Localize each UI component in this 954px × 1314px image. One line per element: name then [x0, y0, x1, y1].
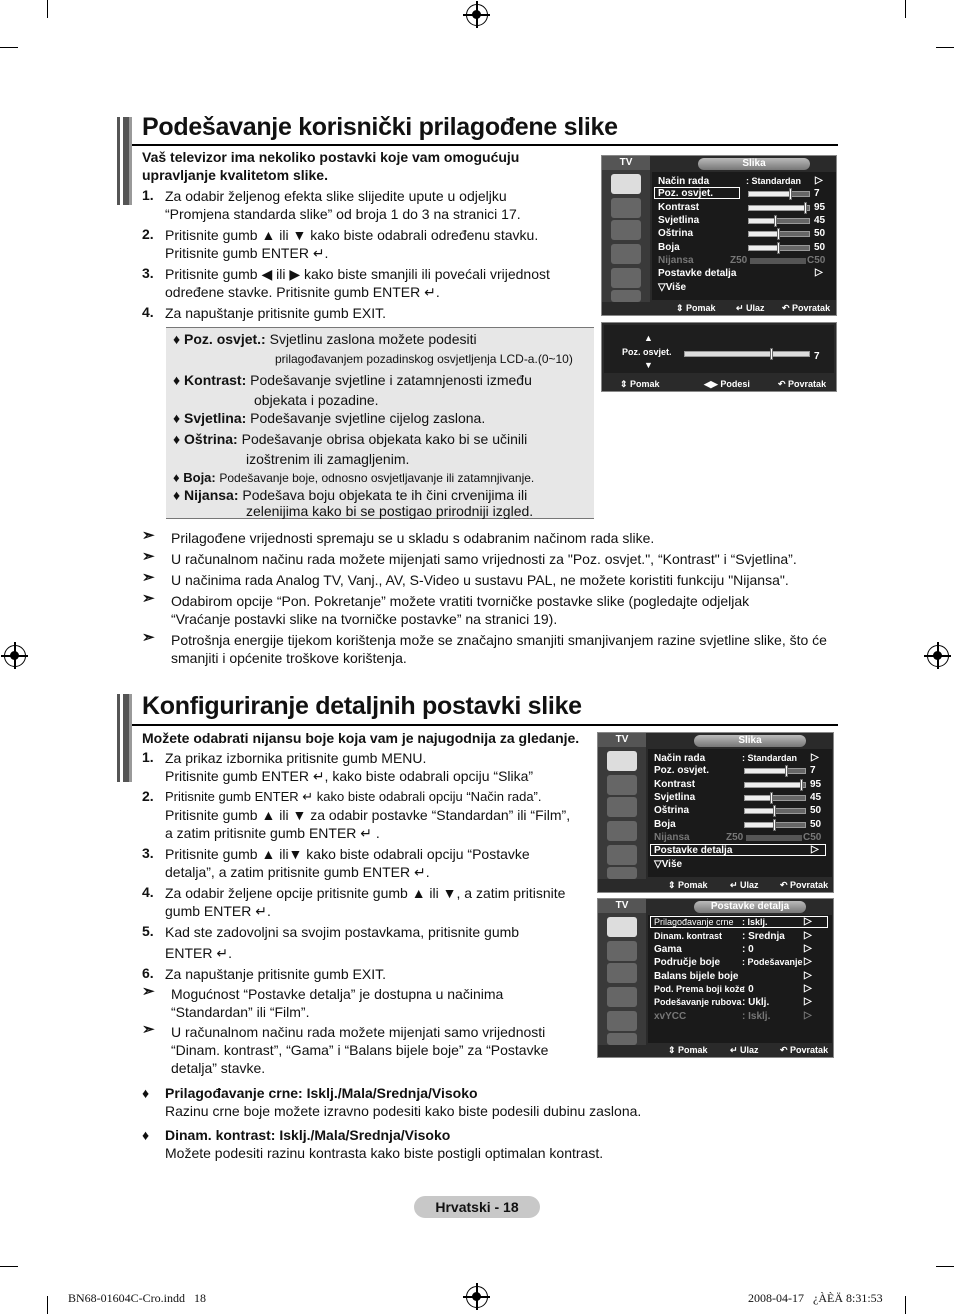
osd-slider-knob	[777, 242, 780, 254]
section2-intro: Možete odabrati nijansu boje koja vam je najugodnija za gledanje.	[142, 730, 580, 746]
osd-foot-back: ↶ Povratak	[780, 1045, 829, 1055]
osd-foot-move: ⇕ Pomak	[620, 379, 660, 389]
osd-detail-row: xvYCC	[654, 1011, 687, 1022]
page-number: Hrvatski - 18	[414, 1196, 540, 1218]
osd-value: 7	[814, 188, 820, 199]
osd-detail-value: : 0	[742, 944, 754, 955]
osd-row-tint: Nijansa	[658, 255, 694, 266]
osd-picture-menu	[601, 155, 837, 316]
file-slug: BN68-01604C-Cro.indd 18	[68, 1291, 206, 1305]
osd-detail-row[interactable]: Podešavanje rubova	[654, 997, 742, 1007]
bullet-icon: ♦	[142, 1127, 150, 1143]
osd-value: 50	[814, 242, 826, 253]
osd-row-arrow: ▷	[804, 916, 812, 927]
sound-icon[interactable]	[607, 775, 637, 795]
note-line: “Standardan” ili “Film”.	[171, 1004, 310, 1020]
step-text: Pritisnite gumb ◀ ili ▶ kako biste smanjili ili povećali vrijednost određene stavke. Pritisnite gumb ENTER ↵.	[165, 266, 550, 300]
note-text: U načinima rada Analog TV, Vanj., AV, S-Video u sustavu PAL, ne možete koristiti funkciju "Nijansa".	[171, 572, 789, 588]
step-line: Pritisnite gumb ENTER ↵ kako biste odabrali opciju “Način rada”.	[165, 789, 542, 804]
note-text: U računalnom načinu rada možete mijenjati samo vrijednosti za "Poz. osvjet.", “Kontrast" i “Svjetlina”.	[171, 551, 797, 567]
osd-header: Postavke detalja	[694, 901, 806, 913]
section1-rule	[132, 144, 838, 146]
osd-row-sharpness[interactable]: Oštrina	[654, 805, 690, 816]
osd-row-brightness[interactable]: Svjetlina	[654, 792, 696, 803]
osd-row-arrow: ▷	[815, 175, 823, 186]
osd-foot-back: ↶ Povratak	[782, 303, 831, 313]
osd-tint-slider	[746, 835, 802, 841]
step-line: Pritisnite gumb ENTER ↵, kako biste odabrali opciju “Slika”	[165, 768, 534, 784]
step-number: 3.	[142, 265, 154, 281]
osd-row-backlight[interactable]: Poz. osvjet.	[658, 188, 714, 199]
osd-icon-column	[598, 747, 646, 879]
registration-mark-icon	[466, 1286, 488, 1308]
osd-slider[interactable]	[744, 822, 806, 828]
osd-slider-knob	[789, 188, 792, 200]
registration-mark-icon	[927, 645, 949, 667]
bullet-head: Prilagođavanje crne: Isklj./Mala/Srednja/Visoko	[165, 1085, 478, 1101]
box-item-cont: prilagođavanjem pozadinskog osvjetljenja LCD-a.(0~10)	[275, 352, 573, 366]
box-item: ♦ Kontrast: Podešavanje svjetline i zatamnjenosti između	[173, 372, 532, 388]
note-line: “Dinam. kontrast”, “Gama” i “Balans bijele boje” za “Postavke	[171, 1042, 549, 1058]
crop-mark	[936, 1266, 954, 1267]
step-number: 6.	[142, 965, 154, 981]
box-item: ♦ Nijansa: Podešava boju objekata te ih čini crvenijima ili	[173, 487, 528, 503]
osd-tint-left: Z50	[726, 832, 744, 843]
osd-slider-knob	[774, 215, 777, 227]
channel-icon[interactable]	[607, 797, 637, 817]
box-item: ♦ Boja: Podešavanje boje, odnosno osvjetljavanje ili zatamnjivanje.	[173, 470, 535, 485]
crop-mark	[0, 47, 18, 48]
osd-slider[interactable]	[748, 245, 810, 251]
osd-row-more[interactable]: ▽Više	[654, 859, 683, 870]
osd-row-backlight[interactable]: Poz. osvjet.	[654, 765, 710, 776]
osd-slider[interactable]	[744, 768, 806, 774]
osd-detail-value: : Isklj.	[742, 1011, 771, 1022]
osd-row-detail[interactable]: Postavke detalja	[658, 268, 737, 279]
osd-value: 7	[810, 765, 816, 776]
osd-row-color[interactable]: Boja	[658, 242, 680, 253]
down-arrow-icon[interactable]: ▼	[644, 360, 653, 370]
up-arrow-icon[interactable]: ▲	[644, 333, 653, 343]
step-text: Pritisnite gumb ▲ ili ▼ kako biste odabrali određenu stavku. Pritisnite gumb ENTER ↵.	[165, 227, 539, 261]
osd-slider-knob	[800, 779, 803, 791]
osd-row-contrast[interactable]: Kontrast	[658, 202, 700, 213]
osd-picture-menu	[597, 732, 834, 893]
osd-foot-enter: ↵ Ulaz	[730, 1045, 759, 1055]
note-text: Prilagođene vrijednosti spremaju se u skladu s odabranim načinom rada slike.	[171, 530, 655, 546]
step-number: 4.	[142, 884, 154, 900]
osd-slider[interactable]	[748, 231, 810, 237]
picture-icon[interactable]	[611, 174, 641, 194]
osd-detail-row[interactable]: Područje boje	[654, 957, 721, 968]
osd-row-mode-value: : Standardan	[746, 176, 802, 186]
osd-detail-row[interactable]: Gama	[654, 944, 682, 955]
osd-row-arrow: ▷	[804, 970, 812, 981]
osd-header: Slika	[694, 735, 806, 747]
osd-detail-row[interactable]: Prilagođavanje crne	[654, 917, 734, 927]
application-icon[interactable]	[611, 290, 641, 302]
channel-icon[interactable]	[611, 220, 641, 240]
setup-icon[interactable]	[607, 821, 637, 841]
osd-detail-value: : Srednja	[742, 931, 785, 942]
osd-label: Poz. osvjet.	[622, 347, 672, 357]
section2-title: Konfiguriranje detaljnih postavki slike	[142, 692, 582, 720]
osd-row-color[interactable]: Boja	[654, 819, 676, 830]
osd-row-mode-value: : Standardan	[742, 753, 798, 763]
note-arrow-icon: ➣	[142, 983, 155, 1000]
osd-value: 50	[814, 228, 826, 239]
note-arrow-icon: ➣	[142, 629, 155, 646]
section1-intro: Vaš televizor ima nekoliko postavki koje vam omogućuju upravljanje kvalitetom slike.	[142, 149, 520, 183]
step-line: ENTER ↵.	[165, 945, 232, 961]
section2-rule	[132, 724, 838, 726]
osd-foot-move: ⇕ Pomak	[676, 303, 716, 313]
step-line: detalja”, a zatim pritisnite gumb ENTER ↵.	[165, 864, 430, 880]
note-arrow-icon: ➣	[142, 569, 155, 586]
osd-detail-value: : Podešavanje	[742, 957, 803, 967]
osd-value: 95	[810, 779, 822, 790]
osd-row-arrow: ▷	[811, 844, 819, 855]
osd-value: 50	[810, 805, 822, 816]
step-number: 1.	[142, 187, 154, 203]
crop-mark	[47, 0, 48, 18]
osd-row-brightness[interactable]: Svjetlina	[658, 215, 700, 226]
osd-row-arrow: ▷	[804, 956, 812, 967]
note-line: Mogućnost “Postavke detalja” je dostupna u načinima	[171, 986, 504, 1002]
osd-slider[interactable]	[744, 782, 806, 788]
osd-slider[interactable]	[744, 795, 806, 801]
osd-slider[interactable]	[748, 191, 810, 197]
note-text: Odabirom opcije “Pon. Pokretanje” možete vratiti tvorničke postavke slike (pogledajte odjeljak “Vraćanje postavki slike na tvorničke postavke” na stranici 19).	[171, 593, 750, 627]
sound-icon[interactable]	[611, 198, 641, 218]
osd-slider-knob	[777, 228, 780, 240]
step-line: Za prikaz izbornika pritisnite gumb MENU.	[165, 750, 427, 766]
picture-icon[interactable]	[607, 751, 637, 771]
input-icon[interactable]	[607, 1011, 637, 1031]
osd-tv-label: TV	[598, 733, 646, 747]
osd-foot-move: ⇕ Pomak	[668, 880, 708, 890]
osd-value: 45	[810, 792, 822, 803]
step-number: 3.	[142, 845, 154, 861]
step-number: 2.	[142, 226, 154, 242]
osd-backlight-slider[interactable]	[684, 351, 810, 357]
osd-row-arrow: ▷	[804, 983, 812, 994]
bullet-body: Možete podesiti razinu kontrasta kako biste postigli optimalan kontrast.	[165, 1145, 604, 1161]
date-slug: 2008-04-17 ¿ÀÈÄ 8:31:53	[748, 1291, 883, 1305]
osd-detail-value: : Isklj.	[742, 917, 768, 927]
note-arrow-icon: ➣	[142, 1021, 155, 1038]
step-line: a zatim pritisnite gumb ENTER ↵ .	[165, 825, 380, 841]
osd-slider-knob	[773, 805, 776, 817]
osd-tv-label: TV	[602, 156, 650, 170]
osd-row-sharpness[interactable]: Oštrina	[658, 228, 694, 239]
step-text: Za odabir željenog efekta slike slijedite upute u odjeljku “Promjena standarda slike” od broja 1 do 3 na stranici 17.	[165, 188, 521, 222]
osd-slider[interactable]	[744, 808, 806, 814]
osd-row-tint: Nijansa	[654, 832, 690, 843]
osd-row-contrast[interactable]: Kontrast	[654, 779, 696, 790]
step-line: Za napuštanje pritisnite gumb EXIT.	[165, 966, 387, 982]
osd-row-arrow: ▷	[804, 930, 812, 941]
osd-row-arrow: ▷	[804, 1010, 812, 1021]
osd-icon-column	[602, 170, 650, 302]
step-text: Za napuštanje pritisnite gumb EXIT.	[165, 305, 387, 321]
crop-mark	[0, 1266, 18, 1267]
crop-mark	[47, 1296, 48, 1314]
section1-title: Podešavanje korisnički prilagođene slike	[142, 113, 618, 141]
note-line: U računalnom načinu rada možete mijenjati samo vrijednosti	[171, 1024, 546, 1040]
section-bar	[117, 117, 129, 205]
osd-value: 95	[814, 202, 826, 213]
sound-icon[interactable]	[607, 941, 637, 961]
osd-detail-row[interactable]: Pod. Prema boji kože	[654, 984, 745, 994]
osd-backlight-adjust	[601, 322, 837, 392]
input-icon[interactable]	[611, 268, 641, 288]
osd-tint-right: C50	[803, 832, 822, 843]
osd-slider-knob	[773, 819, 776, 831]
application-icon[interactable]	[607, 1033, 637, 1045]
osd-tint-left: Z50	[730, 255, 748, 266]
application-icon[interactable]	[607, 867, 637, 879]
registration-mark-icon	[4, 645, 26, 667]
step-number: 1.	[142, 749, 154, 765]
note-text: Potrošnja energije tijekom korištenja može se značajno smanjiti smanjivanjem razine svjetline slike, što će smanjiti i općenite troškove korištenja.	[171, 632, 827, 666]
registration-mark-icon	[466, 4, 488, 26]
osd-detail-row[interactable]: Balans bijele boje	[654, 971, 739, 982]
osd-foot-back: ↶ Povratak	[778, 379, 827, 389]
osd-slider[interactable]	[748, 205, 810, 211]
channel-icon[interactable]	[607, 963, 637, 983]
crop-mark	[936, 47, 954, 48]
bullet-head: Dinam. kontrast: Isklj./Mala/Srednja/Visoko	[165, 1127, 451, 1143]
section-bar	[117, 694, 129, 782]
osd-foot-adjust: ◀▶ Podesi	[704, 379, 750, 389]
box-item: ♦ Oštrina: Podešavanje obrisa objekata kako bi se učinili	[173, 431, 528, 447]
step-line: Pritisnite gumb ▲ ili ▼ za odabir postavke “Standardan” ili “Film”,	[165, 807, 571, 823]
setup-icon[interactable]	[611, 244, 641, 264]
osd-detail-settings	[597, 898, 834, 1058]
osd-row-arrow: ▷	[804, 943, 812, 954]
osd-slider-knob	[770, 348, 773, 360]
box-item-cont: zelenijima kako bi se postigao prirodniji izgled.	[246, 503, 534, 519]
osd-tint-slider	[750, 258, 806, 264]
osd-icon-column	[598, 913, 646, 1045]
osd-value: 7	[814, 351, 820, 362]
step-line: gumb ENTER ↵.	[165, 903, 271, 919]
note-arrow-icon: ➣	[142, 548, 155, 565]
picture-icon[interactable]	[607, 917, 637, 937]
osd-detail-value: : Uklj.	[742, 997, 770, 1008]
osd-slider[interactable]	[748, 218, 810, 224]
box-item-cont: izoštrenim ili zamagljenim.	[246, 451, 410, 467]
step-line: Za odabir željene opcije pritisnite gumb ▲ ili ▼, a zatim pritisnite	[165, 885, 566, 901]
crop-mark	[905, 0, 906, 18]
osd-row-detail[interactable]: Postavke detalja	[654, 845, 733, 856]
step-line: Pritisnite gumb ▲ ili▼ kako biste odabrali opciju “Postavke	[165, 846, 530, 862]
osd-tint-right: C50	[807, 255, 826, 266]
bullet-icon: ♦	[142, 1085, 150, 1101]
osd-slider-knob	[770, 792, 773, 804]
osd-detail-row[interactable]: Dinam. kontrast	[654, 931, 723, 941]
osd-slider-knob	[804, 202, 807, 214]
step-number: 4.	[142, 304, 154, 320]
osd-value: 50	[810, 819, 822, 830]
osd-foot-enter: ↵ Ulaz	[736, 303, 765, 313]
osd-row-mode[interactable]: Način rada	[654, 753, 706, 764]
osd-foot-move: ⇕ Pomak	[668, 1045, 708, 1055]
note-arrow-icon: ➣	[142, 527, 155, 544]
box-item-cont: objekata i pozadine.	[254, 392, 379, 408]
setup-icon[interactable]	[607, 987, 637, 1007]
step-number: 5.	[142, 923, 154, 939]
osd-row-arrow: ▷	[815, 267, 823, 278]
crop-mark	[905, 1296, 906, 1314]
step-number: 2.	[142, 788, 154, 804]
osd-tv-label: TV	[598, 899, 646, 913]
osd-foot-back: ↶ Povratak	[780, 880, 829, 890]
input-icon[interactable]	[607, 845, 637, 865]
box-item: ♦ Svjetlina: Podešavanje svjetline cijelog zaslona.	[173, 410, 486, 426]
osd-row-more[interactable]: ▽Više	[658, 282, 687, 293]
osd-row-arrow: ▷	[804, 996, 812, 1007]
osd-foot-enter: ↵ Ulaz	[730, 880, 759, 890]
osd-detail-value: : 0	[742, 984, 754, 995]
osd-slider-knob	[785, 765, 788, 777]
bullet-body: Razinu crne boje možete izravno podesiti kako biste podesili dubinu zaslona.	[165, 1103, 642, 1119]
step-line: Kad ste zadovoljni sa svojim postavkama, pritisnite gumb	[165, 924, 520, 940]
osd-row-arrow: ▷	[811, 752, 819, 763]
note-line: detalja” stavke.	[171, 1060, 266, 1076]
box-item: ♦ Poz. osvjet.: Svjetlinu zaslona možete podesiti	[173, 331, 477, 347]
osd-header: Slika	[698, 158, 810, 170]
osd-value: 45	[814, 215, 826, 226]
osd-row-mode[interactable]: Način rada	[658, 176, 710, 187]
note-arrow-icon: ➣	[142, 590, 155, 607]
